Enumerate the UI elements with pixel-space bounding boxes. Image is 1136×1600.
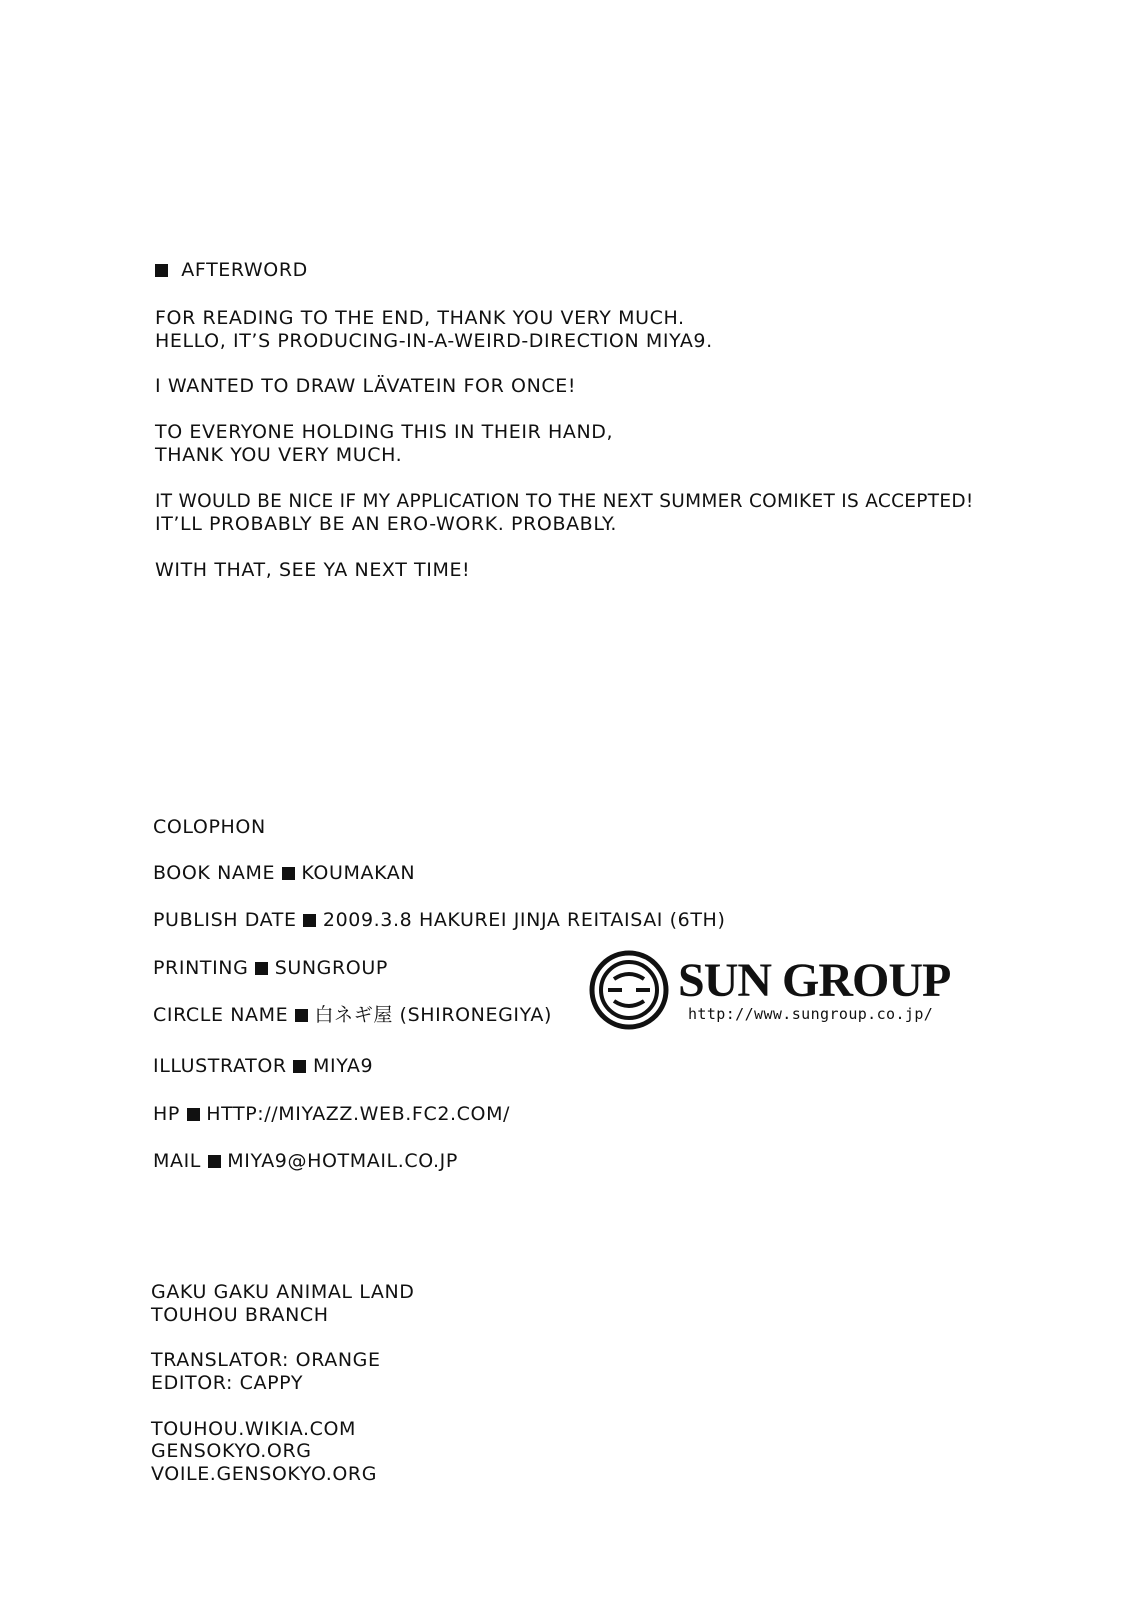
colophon-value: HTTP://MIYAZZ.WEB.FC2.COM/	[206, 1103, 511, 1125]
colophon-value: MIYA9	[313, 1055, 374, 1077]
afterword-heading: AFTERWORD	[155, 259, 308, 282]
colophon-value: MIYA9@HOTMAIL.CO.JP	[227, 1150, 458, 1172]
credits-site-line: GENSOKYO.ORG	[151, 1440, 312, 1462]
colophon-value: 2009.3.8 HAKUREI JINJA REITAISAI (6TH)	[322, 909, 726, 931]
colophon-label: ILLUSTRATOR	[153, 1055, 287, 1077]
square-bullet-icon	[255, 962, 268, 975]
afterword-line: IT’LL PROBABLY BE AN ERO-WORK. PROBABLY.	[155, 513, 617, 535]
credits-site-line: VOILE.GENSOKYO.ORG	[151, 1463, 378, 1485]
credits-site-line: TOUHOU.WIKIA.COM	[151, 1418, 357, 1440]
sungroup-logo	[588, 949, 978, 1035]
colophon-label: PRINTING	[153, 957, 249, 979]
colophon-label: MAIL	[153, 1150, 201, 1172]
colophon-entry-mail	[153, 1150, 458, 1173]
square-bullet-icon	[303, 914, 316, 927]
afterword-line: I WANTED TO DRAW LÄVATEIN FOR ONCE!	[155, 375, 577, 397]
colophon-label: HP	[153, 1103, 180, 1125]
colophon-entry-printing	[153, 957, 388, 980]
colophon-label: PUBLISH DATE	[153, 909, 297, 931]
colophon-value: KOUMAKAN	[301, 862, 416, 884]
colophon-entry-book-name	[153, 862, 415, 885]
sungroup-logo-name: SUN GROUP	[678, 954, 951, 1007]
colophon-entry-illustrator	[153, 1055, 373, 1078]
square-bullet-icon	[282, 867, 295, 880]
afterword-line: IT WOULD BE NICE IF MY APPLICATION TO THE NEXT SUMMER COMIKET IS ACCEPTED!	[155, 491, 974, 512]
sungroup-emblem-icon	[588, 949, 670, 1031]
colophon-value: 白ネギ屋 (SHIRONEGIYA)	[314, 1004, 552, 1026]
credits-staff-line: TRANSLATOR: ORANGE	[151, 1349, 381, 1371]
sungroup-logo-url: http://www.sungroup.co.jp/	[688, 1005, 934, 1023]
credits-staff-line: EDITOR: CAPPY	[151, 1372, 304, 1394]
colophon-label: BOOK NAME	[153, 862, 276, 884]
square-bullet-icon	[295, 1009, 308, 1022]
afterword-line: THANK YOU VERY MUCH.	[155, 444, 403, 466]
colophon-entry-hp	[153, 1103, 510, 1126]
credits-group-line: TOUHOU BRANCH	[151, 1304, 329, 1326]
square-bullet-icon	[293, 1060, 306, 1073]
square-bullet-icon	[208, 1155, 221, 1168]
square-bullet-icon	[155, 264, 168, 277]
credits-group-line: GAKU GAKU ANIMAL LAND	[151, 1281, 415, 1303]
afterword-line: HELLO, IT’S PRODUCING-IN-A-WEIRD-DIRECTION MIYA9.	[155, 330, 713, 352]
square-bullet-icon	[187, 1108, 200, 1121]
afterword-line: FOR READING TO THE END, THANK YOU VERY MUCH.	[155, 307, 685, 329]
colophon-label: CIRCLE NAME	[153, 1004, 289, 1026]
afterword-line: TO EVERYONE HOLDING THIS IN THEIR HAND,	[155, 421, 614, 443]
colophon-entry-publish-date	[153, 909, 725, 932]
colophon-heading: COLOPHON	[153, 816, 266, 838]
afterword-line: WITH THAT, SEE YA NEXT TIME!	[155, 559, 471, 581]
colophon-entry-circle-name	[153, 1004, 552, 1027]
colophon-value: SUNGROUP	[274, 957, 388, 979]
